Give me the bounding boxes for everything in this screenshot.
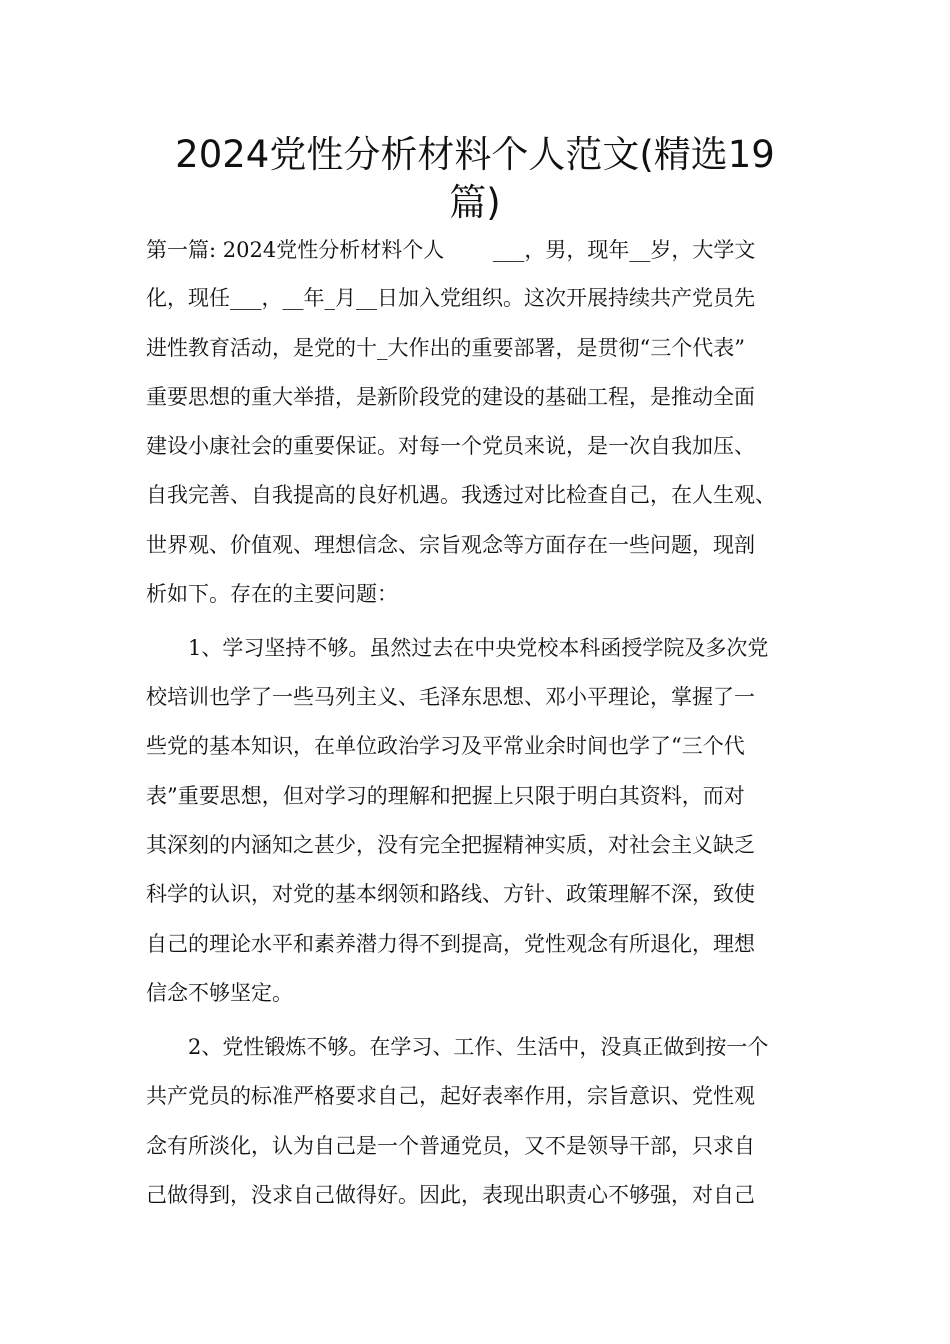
document-title-line-2: 篇) <box>449 181 501 224</box>
body-line: 共产党员的标准严格要求自己，起好表率作用，宗旨意识、党性观 <box>146 1084 755 1108</box>
body-line: 己做得到，没求自己做得好。因此，表现出职责心不够强，对自己 <box>146 1183 755 1207</box>
body-line: 重要思想的重大举措，是新阶段党的建设的基础工程，是推动全面 <box>146 385 755 409</box>
body-line: 建设小康社会的重要保证。对每一个党员来说，是一次自我加压、 <box>146 434 755 458</box>
body-line: 表”重要思想，但对学习的理解和把握上只限于明白其资料，而对 <box>146 784 745 808</box>
body-line: 进性教育活动，是党的十_大作出的重要部署，是贯彻“三个代表” <box>146 336 745 360</box>
body-line: 世界观、价值观、理想信念、宗旨观念等方面存在一些问题，现剖 <box>146 533 755 557</box>
body-line: 2、党性锻炼不够。在学习、工作、生活中，没真正做到按一个 <box>146 1035 769 1059</box>
body-line: 些党的基本知识，在单位政治学习及平常业余时间也学了“三个代 <box>146 734 745 758</box>
body-line: 第一篇: 2024党性分析材料个人 ___，男，现年__岁，大学文 <box>146 238 756 262</box>
body-line: 其深刻的内涵知之甚少，没有完全把握精神实质，对社会主义缺乏 <box>146 833 755 857</box>
body-line: 自我完善、自我提高的良好机遇。我透过对比检查自己，在人生观、 <box>146 483 776 507</box>
body-line: 科学的认识，对党的基本纲领和路线、方针、政策理解不深，致使 <box>146 882 755 906</box>
body-line: 信念不够坚定。 <box>146 981 293 1005</box>
body-line: 1、学习坚持不够。虽然过去在中央党校本科函授学院及多次党 <box>146 636 769 660</box>
body-line: 析如下。存在的主要问题： <box>146 582 398 606</box>
body-line: 自己的理论水平和素养潜力得不到提高，党性观念有所退化，理想 <box>146 932 755 956</box>
document-title-line-1: 2024党性分析材料个人范文(精选19 <box>175 133 775 176</box>
body-line: 化，现任___，__年_月__日加入党组织。这次开展持续共产党员先 <box>146 286 755 310</box>
body-line: 念有所淡化，认为自己是一个普通党员，又不是领导干部，只求自 <box>146 1134 755 1158</box>
body-line: 校培训也学了一些马列主义、毛泽东思想、邓小平理论，掌握了一 <box>146 685 755 709</box>
